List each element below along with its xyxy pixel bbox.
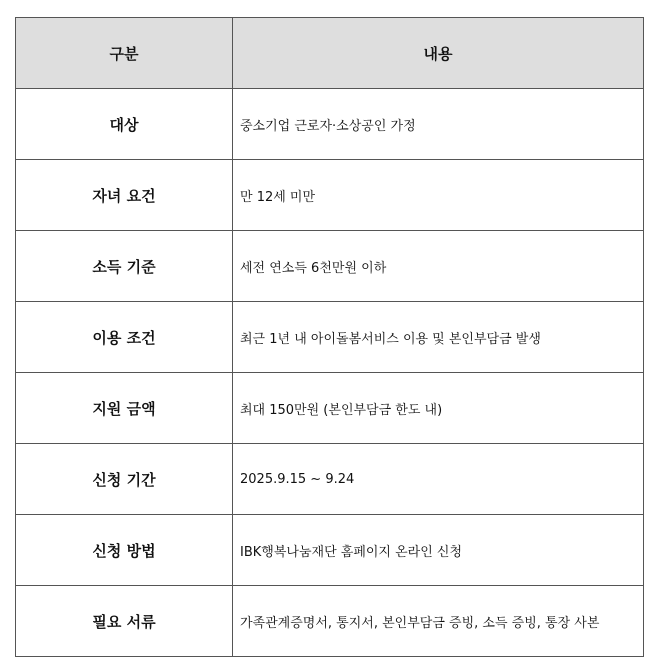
header-category: 구분 bbox=[16, 18, 233, 89]
row-label: 신청 방법 bbox=[16, 515, 233, 586]
row-value: 최근 1년 내 아이돌봄서비스 이용 및 본인부담금 발생 bbox=[233, 302, 644, 373]
row-label: 이용 조건 bbox=[16, 302, 233, 373]
row-label: 자녀 요건 bbox=[16, 160, 233, 231]
row-value: 2025.9.15 ~ 9.24 bbox=[233, 444, 644, 515]
table-row bbox=[16, 586, 644, 657]
table-row bbox=[16, 160, 644, 231]
table-header-row bbox=[16, 18, 644, 89]
row-label: 신청 기간 bbox=[16, 444, 233, 515]
row-value: 가족관계증명서, 통지서, 본인부담금 증빙, 소득 증빙, 통장 사본 bbox=[233, 586, 644, 657]
table-row bbox=[16, 89, 644, 160]
row-label: 대상 bbox=[16, 89, 233, 160]
row-value: 최대 150만원 (본인부담금 한도 내) bbox=[233, 373, 644, 444]
table-row bbox=[16, 373, 644, 444]
table-row bbox=[16, 515, 644, 586]
table-row bbox=[16, 231, 644, 302]
header-content: 내용 bbox=[233, 18, 644, 89]
table-row bbox=[16, 444, 644, 515]
row-value: 중소기업 근로자·소상공인 가정 bbox=[233, 89, 644, 160]
row-label: 소득 기준 bbox=[16, 231, 233, 302]
row-value: IBK행복나눔재단 홈페이지 온라인 신청 bbox=[233, 515, 644, 586]
table-row bbox=[16, 302, 644, 373]
row-label: 필요 서류 bbox=[16, 586, 233, 657]
row-value: 만 12세 미만 bbox=[233, 160, 644, 231]
row-value: 세전 연소득 6천만원 이하 bbox=[233, 231, 644, 302]
row-label: 지원 금액 bbox=[16, 373, 233, 444]
support-info-table bbox=[15, 17, 644, 657]
